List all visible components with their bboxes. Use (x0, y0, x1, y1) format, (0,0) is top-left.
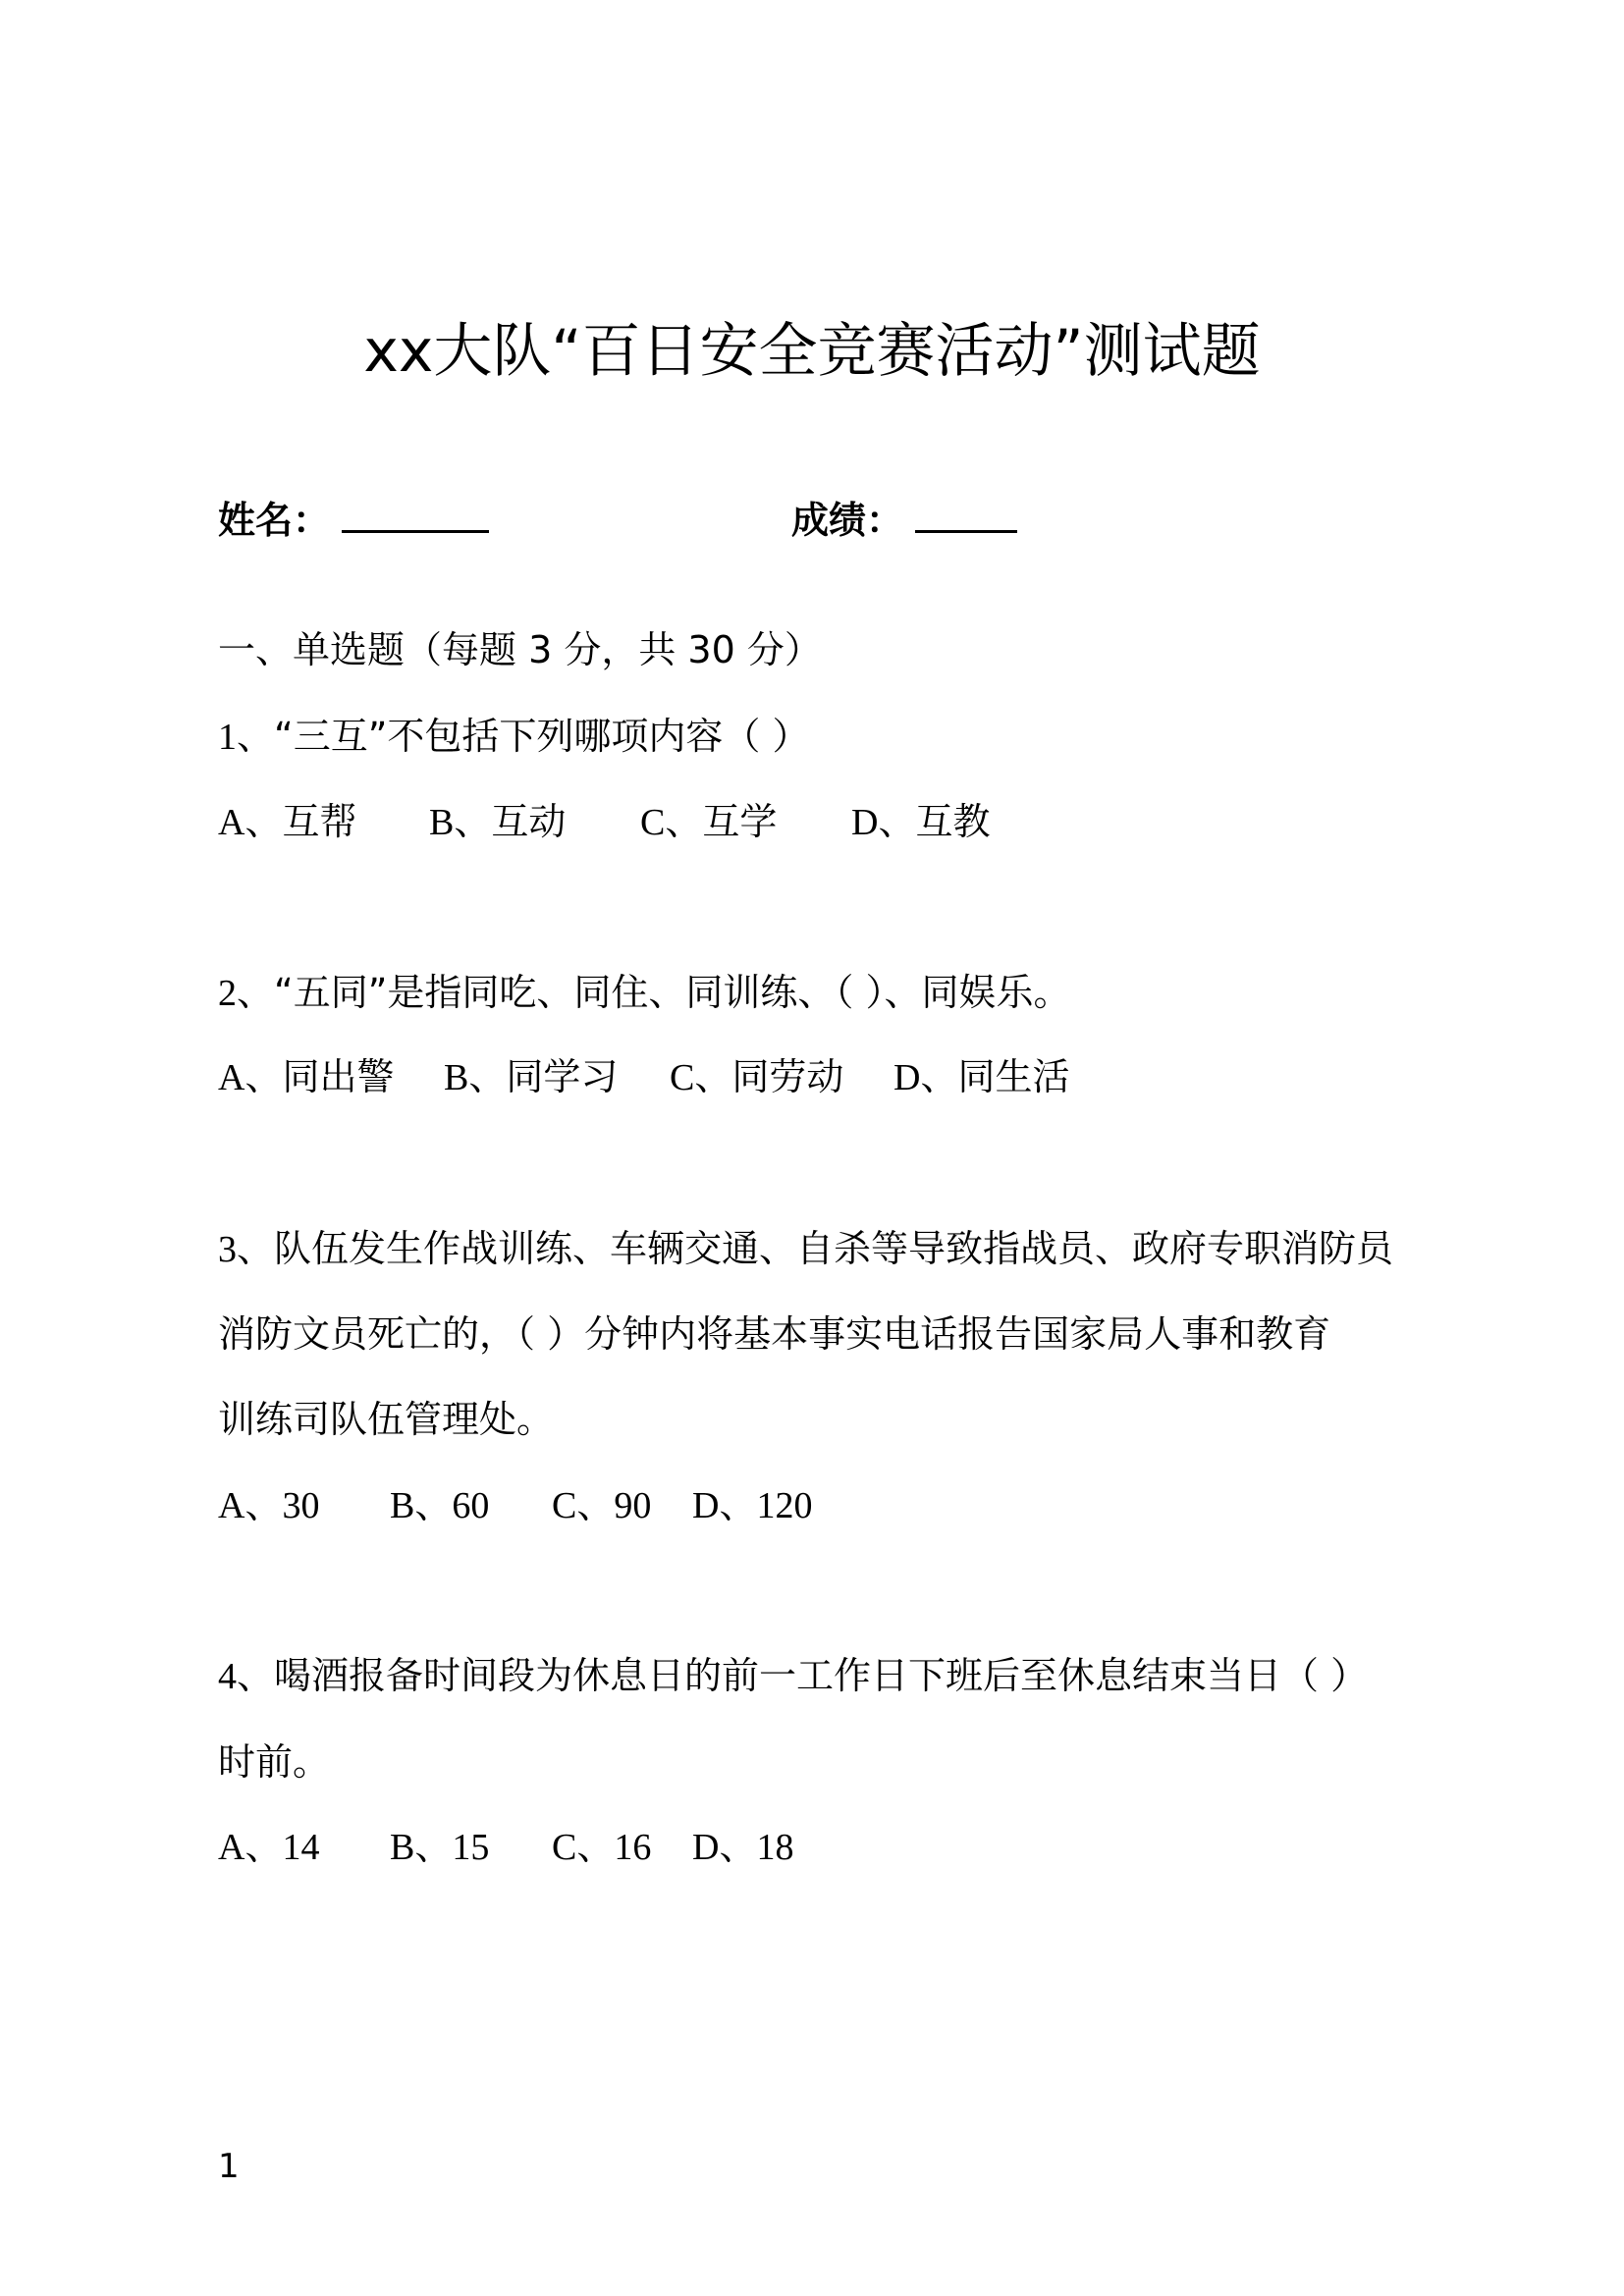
option-key: A、 (218, 1485, 283, 1526)
option-key: B、 (444, 1057, 507, 1098)
question-4-options (218, 1823, 793, 1872)
option-c[interactable] (640, 797, 851, 847)
question-text: “五同”是指同吃、同住、同训练、（ ）、同娱乐。 (274, 971, 1071, 1014)
option-text: 同学习 (506, 1055, 619, 1098)
score-blank[interactable] (915, 497, 1017, 533)
question-4 (218, 1651, 1368, 1701)
option-text: 16 (614, 1827, 652, 1868)
option-text: 90 (614, 1485, 652, 1526)
question-1 (218, 712, 809, 762)
question-2-options (218, 1052, 1069, 1102)
question-3 (218, 1224, 1393, 1274)
option-key: A、 (218, 1827, 283, 1868)
question-text: “三互”不包括下列哪项内容（ ） (274, 715, 810, 758)
option-key: C、 (552, 1827, 615, 1868)
option-b[interactable] (429, 797, 640, 847)
score-label: 成绩： (791, 499, 904, 542)
option-key: B、 (429, 802, 492, 843)
option-key: B、 (390, 1485, 453, 1526)
question-text: 喝酒报备时间段为休息日的前一工作日下班后至休息结束当日（ ） (274, 1654, 1369, 1697)
question-number: 1、 (218, 717, 275, 758)
option-key: B、 (390, 1827, 453, 1868)
option-text: 互动 (491, 800, 567, 843)
option-text: 同生活 (957, 1055, 1070, 1098)
name-field (218, 496, 489, 545)
option-key: C、 (640, 802, 703, 843)
question-number: 2、 (218, 973, 275, 1014)
option-key: A、 (218, 802, 283, 843)
option-key: D、 (692, 1485, 757, 1526)
option-a[interactable] (218, 797, 429, 847)
option-text: 互学 (702, 800, 778, 843)
name-label: 姓名： (218, 499, 331, 542)
question-3-line-3: 训练司队伍管理处。 (218, 1398, 555, 1441)
option-text: 14 (282, 1827, 320, 1868)
question-number: 4、 (218, 1656, 275, 1697)
option-a[interactable] (218, 1481, 390, 1530)
option-c[interactable] (670, 1052, 893, 1102)
option-key: D、 (692, 1827, 757, 1868)
question-text: 队伍发生作战训练、车辆交通、自杀等导致指战员、政府专职消防员 (274, 1227, 1394, 1270)
option-b[interactable] (390, 1823, 552, 1872)
option-d[interactable] (692, 1481, 812, 1530)
option-text: 同出警 (282, 1055, 395, 1098)
option-b[interactable] (444, 1052, 670, 1102)
option-d[interactable] (893, 1052, 1069, 1102)
option-key: C、 (552, 1485, 615, 1526)
option-d[interactable] (851, 797, 990, 847)
option-d[interactable] (692, 1823, 793, 1872)
option-c[interactable] (552, 1481, 692, 1530)
question-2 (218, 968, 1070, 1018)
option-text: 互帮 (282, 800, 357, 843)
section-heading: 一、单选题（每题 3 分，共 30 分） (218, 628, 822, 671)
name-blank[interactable] (342, 497, 489, 533)
option-text: 60 (452, 1485, 490, 1526)
option-key: A、 (218, 1057, 283, 1098)
option-text: 30 (282, 1485, 320, 1526)
question-number: 3、 (218, 1229, 275, 1270)
document-title: xx大队“百日安全竞赛活动”测试题 (363, 317, 1261, 386)
option-text: 15 (452, 1827, 490, 1868)
option-text: 互教 (915, 800, 991, 843)
question-1-options (218, 797, 990, 847)
score-field (791, 496, 1017, 545)
option-a[interactable] (218, 1823, 390, 1872)
option-key: D、 (851, 802, 916, 843)
question-3-line-2: 消防文员死亡的，（ ）分钟内将基本事实电话报告国家局人事和教育 (218, 1312, 1331, 1356)
option-text: 同劳动 (731, 1055, 844, 1098)
option-c[interactable] (552, 1823, 692, 1872)
option-key: D、 (893, 1057, 958, 1098)
question-3-options (218, 1481, 812, 1530)
option-b[interactable] (390, 1481, 552, 1530)
question-4-line-2: 时前。 (218, 1740, 331, 1784)
option-text: 18 (756, 1827, 794, 1868)
option-key: C、 (670, 1057, 732, 1098)
option-a[interactable] (218, 1052, 444, 1102)
option-text: 120 (756, 1485, 813, 1526)
page-number: 1 (218, 2147, 240, 2186)
